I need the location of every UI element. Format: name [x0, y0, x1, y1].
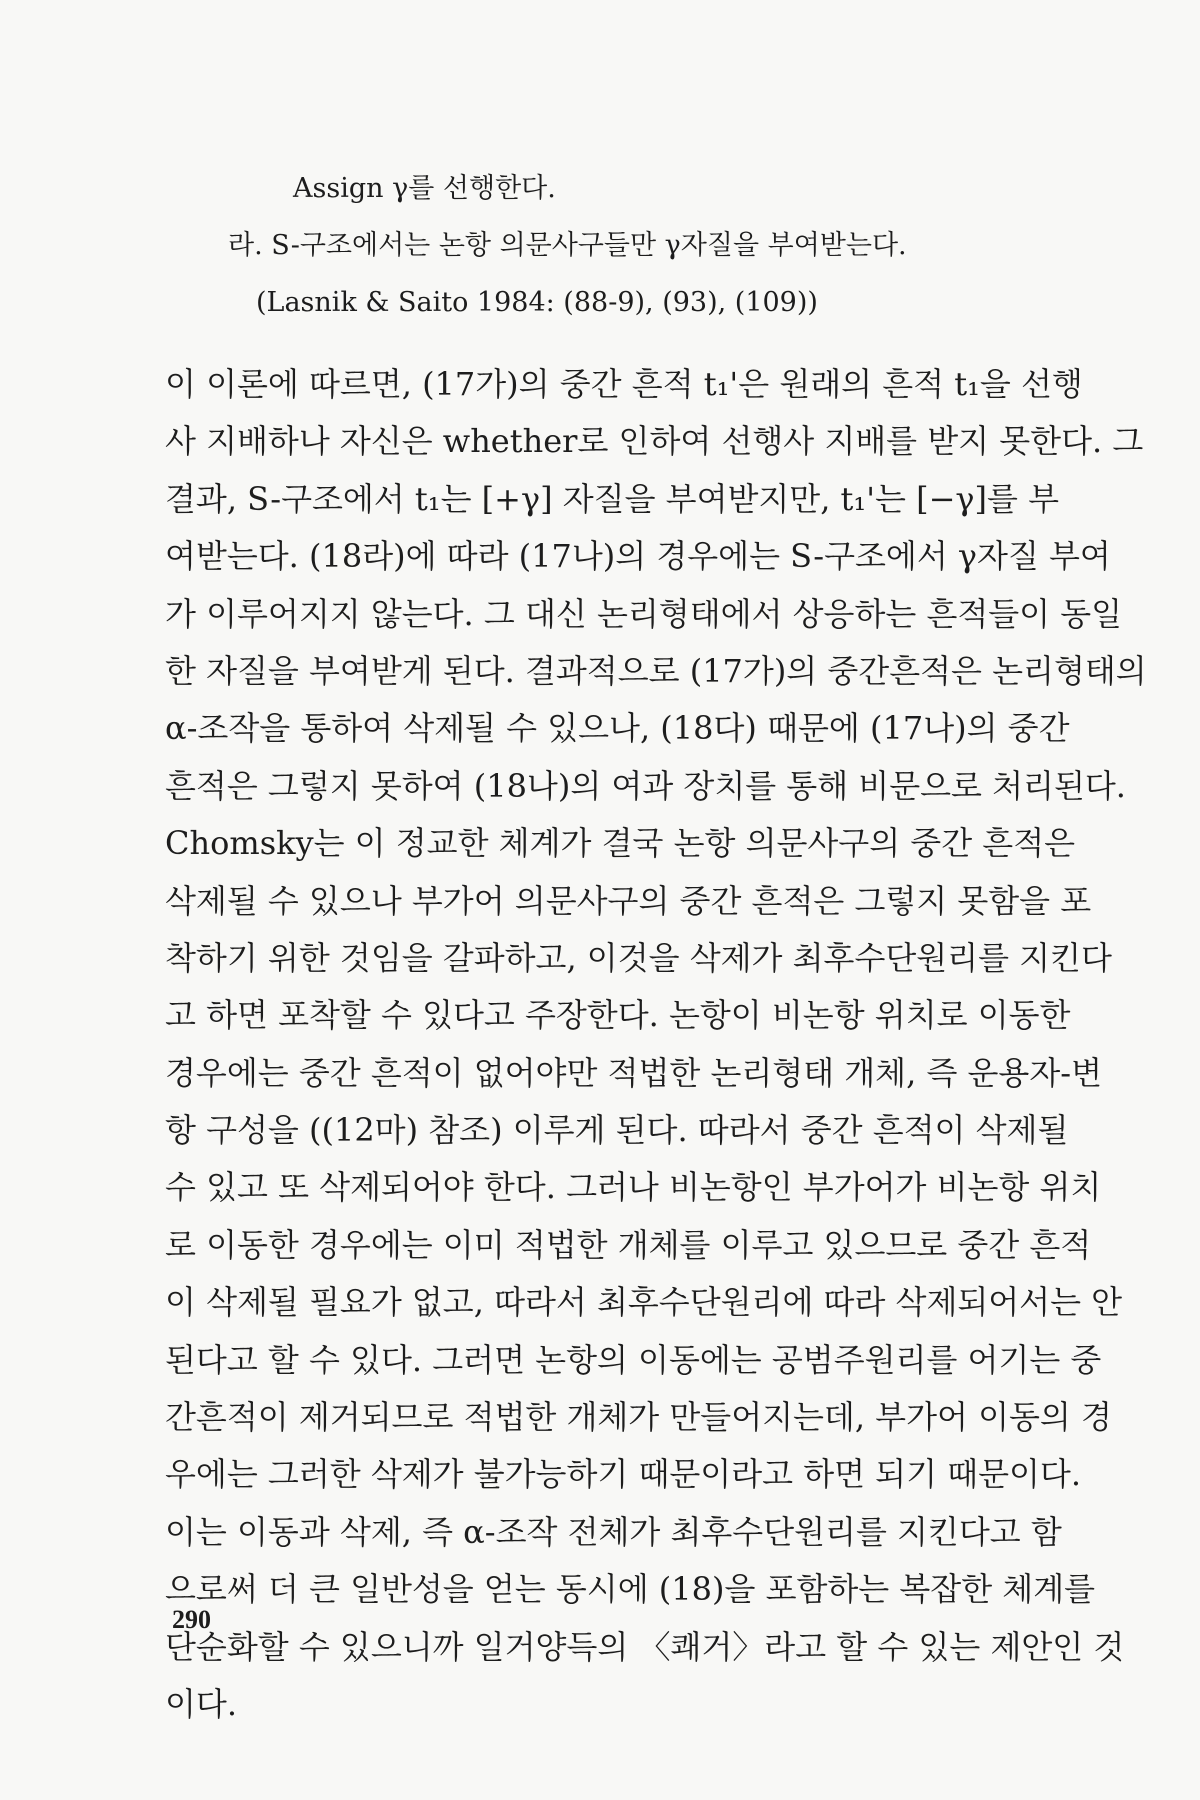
- body-text: [165, 356, 1147, 1733]
- example-block: [228, 160, 1048, 331]
- text-line: 경우에는 중간 흔적이 없어야만 적법한 논리형태 개체, 즉 운용자-변: [165, 1053, 1102, 1092]
- page-number: 290: [172, 1605, 211, 1634]
- text-line: 단순화할 수 있으니까 일거양득의 〈쾌거〉라고 할 수 있는 제안인 것: [165, 1627, 1125, 1666]
- text-line: 착하기 위한 것임을 갈파하고, 이것을 삭제가 최후수단원리를 지킨다: [165, 938, 1112, 977]
- text-line: 한 자질을 부여받게 된다. 결과적으로 (17가)의 중간흔적은 논리형태의: [165, 651, 1147, 690]
- text-line: 여받는다. (18라)에 따라 (17나)의 경우에는 S-구조에서 γ자질 부여: [165, 537, 1111, 576]
- text-line: 결과, S-구조에서 t₁는 [+γ] 자질을 부여받지만, t₁'는 [−γ]를 부: [165, 479, 1060, 518]
- text-line: 흔적은 그렇지 못하여 (18나)의 여과 장치를 통해 비문으로 처리된다.: [165, 766, 1126, 805]
- text-line: Chomsky는 이 정교한 체계가 결국 논항 의문사구의 중간 흔적은: [165, 824, 1076, 863]
- example-line-1: Assign γ를 선행한다.: [293, 173, 556, 204]
- text-line: 항 구성을 ((12마) 참조) 이루게 된다. 따라서 중간 흔적이 삭제될: [165, 1111, 1069, 1150]
- text-line: 된다고 할 수 있다. 그러면 논항의 이동에는 공범주원리를 어기는 중: [165, 1340, 1102, 1379]
- text-line: 삭제될 수 있으나 부가어 의문사구의 중간 흔적은 그렇지 못함을 포: [165, 881, 1092, 920]
- text-line: 고 하면 포착할 수 있다고 주장한다. 논항이 비논항 위치로 이동한: [165, 996, 1071, 1035]
- text-line: 가 이루어지지 않는다. 그 대신 논리형태에서 상응하는 흔적들이 동일: [165, 594, 1123, 633]
- text-line: α-조작을 통하여 삭제될 수 있으나, (18다) 때문에 (17나)의 중간: [165, 709, 1070, 748]
- text-line: 이 이론에 따르면, (17가)의 중간 흔적 t₁'은 원래의 흔적 t₁을 선행: [165, 365, 1083, 403]
- text-line: 이다.: [165, 1684, 237, 1723]
- text-line: 로 이동한 경우에는 이미 적법한 개체를 이루고 있으므로 중간 흔적: [165, 1225, 1092, 1264]
- text-line: 이 삭제될 필요가 없고, 따라서 최후수단원리에 따라 삭제되어서는 안: [165, 1283, 1123, 1322]
- example-line-2: 라. S-구조에서는 논항 의문사구들만 γ자질을 부여받는다.: [228, 230, 907, 261]
- text-line: 수 있고 또 삭제되어야 한다. 그러나 비논항인 부가어가 비논항 위치: [165, 1168, 1102, 1207]
- text-line: 이는 이동과 삭제, 즉 α-조작 전체가 최후수단원리를 지킨다고 함: [165, 1512, 1062, 1551]
- text-line: 간흔적이 제거되므로 적법한 개체가 만들어지는데, 부가어 이동의 경: [165, 1398, 1112, 1437]
- text-line: 우에는 그러한 삭제가 불가능하기 때문이라고 하면 되기 때문이다.: [165, 1455, 1082, 1494]
- text-line: 으로써 더 큰 일반성을 얻는 동시에 (18)을 포함하는 복잡한 체계를: [165, 1570, 1096, 1609]
- example-citation: (Lasnik & Saito 1984: (88-9), (93), (109)): [256, 287, 818, 318]
- text-line: 사 지배하나 자신은 whether로 인하여 선행사 지배를 받지 못한다. 그: [165, 422, 1144, 461]
